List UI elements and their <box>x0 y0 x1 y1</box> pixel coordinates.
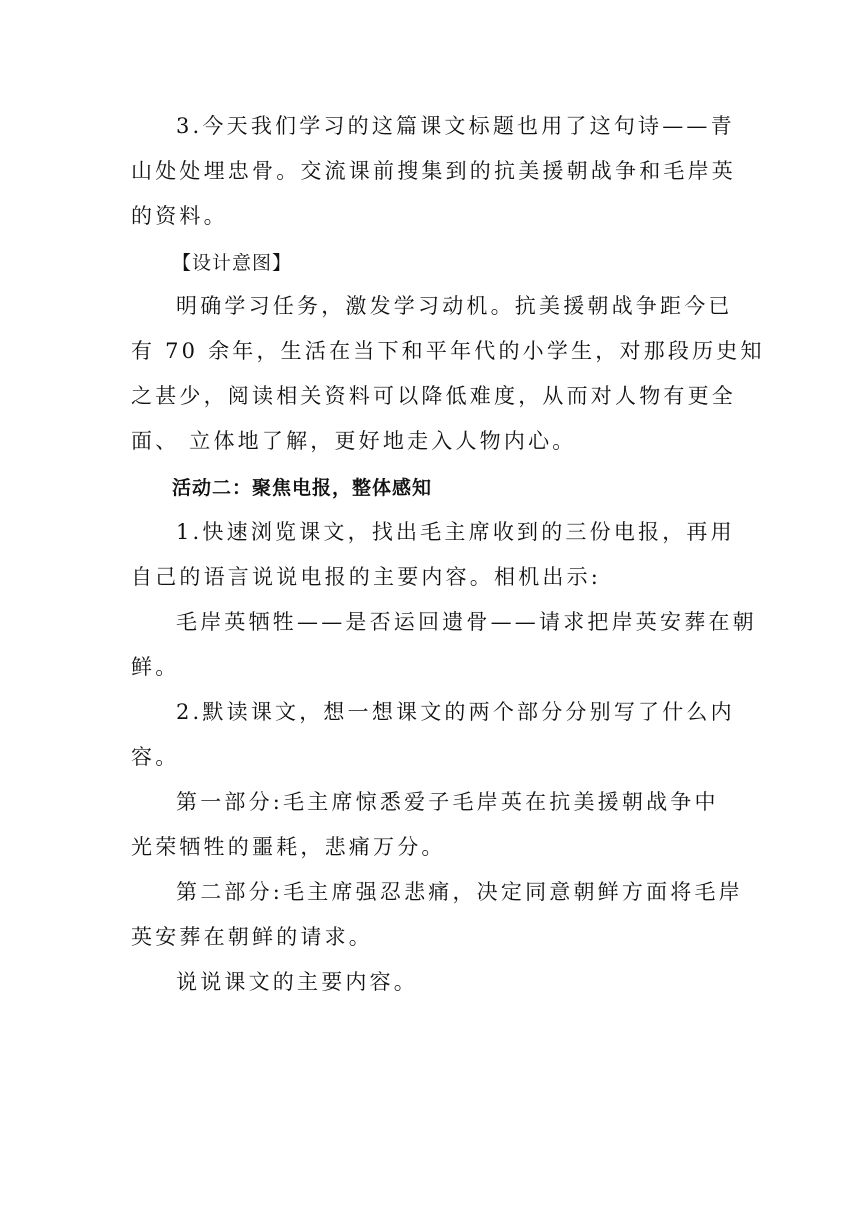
paragraph-line: 鲜。 <box>131 655 180 679</box>
paragraph-line: 容。 <box>131 745 180 769</box>
paragraph-line: 说说课文的主要内容。 <box>176 970 418 994</box>
paragraph-line: 第一部分:毛主席惊悉爱子毛岸英在抗美援朝战争中 <box>176 790 719 814</box>
paragraph-line: 第二部分:毛主席强忍悲痛，决定同意朝鲜方面将毛岸 <box>176 880 743 904</box>
paragraph-line: 2.默读课文，想一想课文的两个部分分别写了什么内 <box>176 700 735 724</box>
paragraph-line: 英安葬在朝鲜的请求。 <box>131 925 373 949</box>
paragraph-line: 明确学习任务，激发学习动机。抗美援朝战争距今已 <box>176 294 733 318</box>
paragraph-line: 有 70 余年，生活在当下和平年代的小学生，对那段历史知 <box>131 339 765 363</box>
paragraph-line: 之甚少，阅读相关资料可以降低难度，从而对人物有更全 <box>131 384 736 408</box>
paragraph-line: 光荣牺牲的噩耗，悲痛万分。 <box>131 835 446 859</box>
paragraph-line: 的资料。 <box>131 204 228 228</box>
paragraph-line: 毛岸英牺牲——是否运回遗骨——请求把岸英安葬在朝 <box>176 610 757 634</box>
design-intent-label: 【设计意图】 <box>172 252 293 274</box>
paragraph-line: 面、 立体地了解，更好地走入人物内心。 <box>131 429 577 453</box>
paragraph-line: 3.今天我们学习的这篇课文标题也用了这句诗——青 <box>176 114 735 138</box>
paragraph-line: 山处处埋忠骨。交流课前搜集到的抗美援朝战争和毛岸英 <box>131 159 736 183</box>
paragraph-line: 自己的语言说说电报的主要内容。相机出示: <box>131 565 602 589</box>
section-heading: 活动二：聚焦电报，整体感知 <box>172 477 433 499</box>
paragraph-line: 1.快速浏览课文，找出毛主席收到的三份电报，再用 <box>176 520 735 544</box>
